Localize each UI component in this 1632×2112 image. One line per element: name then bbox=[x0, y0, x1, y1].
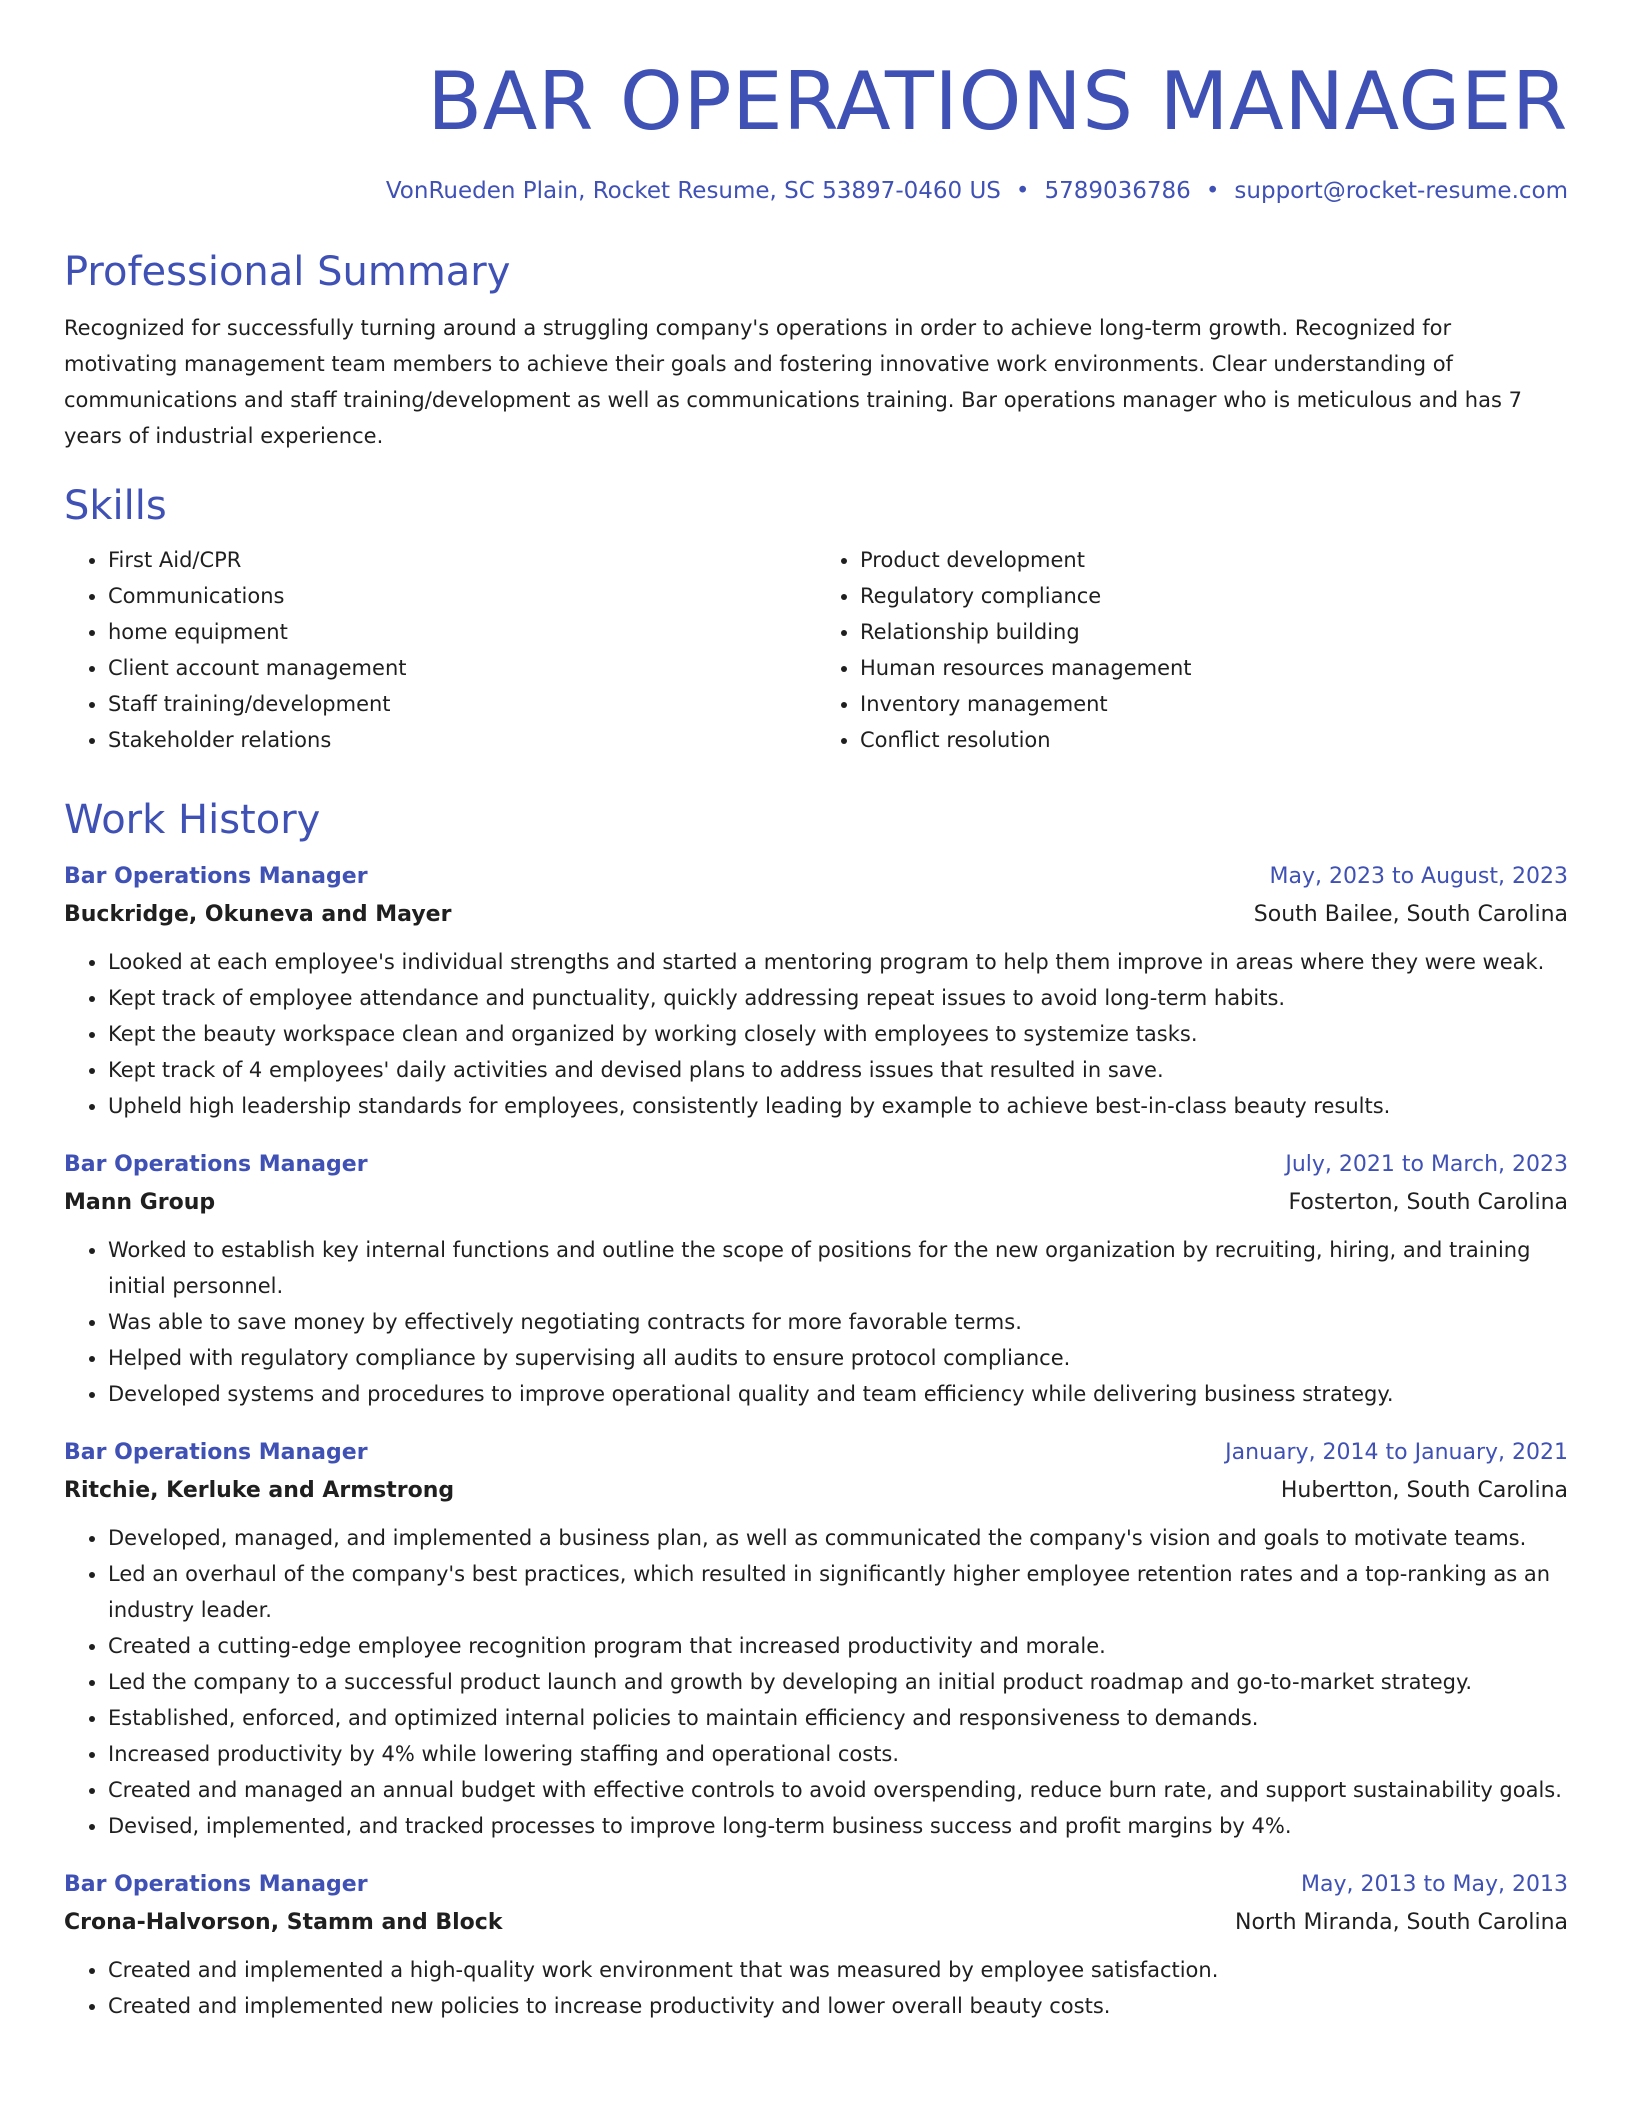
job-bullet: • Kept track of employee attendance and punctuality, quickly addressing repeat issues to avoid long-term habits. bbox=[108, 980, 1568, 1016]
summary-text: Recognized for successfully turning around a struggling company's operations in order to achieve long-term growth. Recognized for motivating management team members to achieve their goals and fostering innovative work environments. Clear understanding of communications and staff training/development as well as communications training. Bar operations manager who is meticulous and has 7 years of industrial experience. bbox=[64, 316, 1522, 448]
skill-item: • Relationship building bbox=[860, 614, 1568, 650]
skill-item: • Staff training/development bbox=[108, 686, 816, 722]
job-location: North Miranda, South Carolina bbox=[1235, 1910, 1568, 1935]
skill-item: • Inventory management bbox=[860, 686, 1568, 722]
job-bullets bbox=[64, 1520, 1568, 1844]
resume-header bbox=[64, 0, 1568, 206]
skill-item: • Conflict resolution bbox=[860, 722, 1568, 758]
job-bullet: • Led an overhaul of the company's best practices, which resulted in significantly higher employee retention rates and a top-ranking as an industry leader. bbox=[108, 1556, 1568, 1628]
skill-item: • Human resources management bbox=[860, 650, 1568, 686]
job-dates: January, 2014 to January, 2021 bbox=[1225, 1440, 1568, 1465]
skill-item: • Communications bbox=[108, 578, 816, 614]
job-company: Buckridge, Okuneva and Mayer bbox=[64, 902, 452, 927]
job-bullet: • Kept the beauty workspace clean and organized by working closely with employees to systemize tasks. bbox=[108, 1016, 1568, 1052]
skills-left-list bbox=[64, 542, 816, 758]
job-bullet: • Increased productivity by 4% while lowering staffing and operational costs. bbox=[108, 1736, 1568, 1772]
job-entry bbox=[64, 1146, 1568, 1412]
job-bullet: • Created a cutting-edge employee recognition program that increased productivity and morale. bbox=[108, 1628, 1568, 1664]
job-dates: May, 2023 to August, 2023 bbox=[1269, 864, 1568, 889]
job-title: Bar Operations Manager bbox=[64, 1152, 368, 1177]
job-bullet: • Looked at each employee's individual strengths and started a mentoring program to help them improve in areas where they were weak. bbox=[108, 944, 1568, 980]
skills-section bbox=[64, 480, 1568, 758]
job-bullet: • Helped with regulatory compliance by supervising all audits to ensure protocol compliance. bbox=[108, 1340, 1568, 1376]
job-location: Fosterton, South Carolina bbox=[1288, 1190, 1568, 1215]
job-company-row bbox=[64, 1184, 1568, 1222]
job-bullet: • Was able to save money by effectively negotiating contracts for more favorable terms. bbox=[108, 1304, 1568, 1340]
contact-separator: • bbox=[1205, 178, 1220, 204]
job-bullets bbox=[64, 1952, 1568, 2024]
contact-address: VonRueden Plain, Rocket Resume, SC 53897-0460 US bbox=[385, 178, 1001, 204]
job-company-row bbox=[64, 1904, 1568, 1942]
job-bullet: • Established, enforced, and optimized internal policies to maintain efficiency and responsiveness to demands. bbox=[108, 1700, 1568, 1736]
job-company: Crona-Halvorson, Stamm and Block bbox=[64, 1910, 503, 1935]
summary-section bbox=[64, 246, 1568, 454]
contact-phone: 5789036786 bbox=[1044, 178, 1191, 204]
job-bullet: • Created and implemented new policies to increase productivity and lower overall beauty costs. bbox=[108, 1988, 1568, 2024]
work-history-section bbox=[64, 794, 1568, 2024]
summary-heading: Professional Summary bbox=[64, 249, 511, 295]
skill-item: • Stakeholder relations bbox=[108, 722, 816, 758]
job-company-row bbox=[64, 896, 1568, 934]
job-bullet: • Developed, managed, and implemented a business plan, as well as communicated the company's vision and goals to motivate teams. bbox=[108, 1520, 1568, 1556]
job-entry bbox=[64, 858, 1568, 1124]
job-bullet: • Led the company to a successful product launch and growth by developing an initial product roadmap and go-to-market strategy. bbox=[108, 1664, 1568, 1700]
job-bullet: • Upheld high leadership standards for employees, consistently leading by example to achieve best-in-class beauty results. bbox=[108, 1088, 1568, 1124]
job-title: Bar Operations Manager bbox=[64, 864, 368, 889]
job-title: Bar Operations Manager bbox=[64, 1872, 368, 1897]
skills-columns bbox=[64, 542, 1568, 758]
skill-item: • First Aid/CPR bbox=[108, 542, 816, 578]
job-dates: May, 2013 to May, 2013 bbox=[1301, 1872, 1568, 1897]
job-bullets bbox=[64, 1232, 1568, 1412]
work-history-heading: Work History bbox=[64, 797, 321, 843]
skill-item: • Client account management bbox=[108, 650, 816, 686]
job-bullet: • Created and implemented a high-quality work environment that was measured by employee satisfaction. bbox=[108, 1952, 1568, 1988]
skills-heading: Skills bbox=[64, 483, 167, 529]
job-company-row bbox=[64, 1472, 1568, 1510]
job-entry bbox=[64, 1866, 1568, 2024]
contact-separator: • bbox=[1015, 178, 1030, 204]
job-dates: July, 2021 to March, 2023 bbox=[1285, 1152, 1568, 1177]
job-title-row bbox=[64, 858, 1568, 896]
skill-item: • home equipment bbox=[108, 614, 816, 650]
skill-item: • Product development bbox=[860, 542, 1568, 578]
job-bullet: • Devised, implemented, and tracked processes to improve long-term business success and profit margins by 4%. bbox=[108, 1808, 1568, 1844]
job-company: Ritchie, Kerluke and Armstrong bbox=[64, 1478, 455, 1503]
skills-right-list bbox=[816, 542, 1568, 758]
resume-name: BAR OPERATIONS MANAGER bbox=[427, 55, 1568, 148]
job-bullet: • Worked to establish key internal functions and outline the scope of positions for the new organization by recruiting, hiring, and training initial personnel. bbox=[108, 1232, 1568, 1304]
job-bullets bbox=[64, 944, 1568, 1124]
job-company: Mann Group bbox=[64, 1190, 216, 1215]
job-title: Bar Operations Manager bbox=[64, 1440, 368, 1465]
contact-line bbox=[64, 176, 1568, 206]
job-bullet: • Created and managed an annual budget with effective controls to avoid overspending, reduce burn rate, and support sustainability goals. bbox=[108, 1772, 1568, 1808]
skill-item: • Regulatory compliance bbox=[860, 578, 1568, 614]
job-title-row bbox=[64, 1434, 1568, 1472]
job-title-row bbox=[64, 1146, 1568, 1184]
job-location: Hubertton, South Carolina bbox=[1280, 1478, 1568, 1503]
job-entry bbox=[64, 1434, 1568, 1844]
job-bullet: • Kept track of 4 employees' daily activities and devised plans to address issues that resulted in save. bbox=[108, 1052, 1568, 1088]
contact-email[interactable]: support@rocket-resume.com bbox=[1234, 178, 1568, 204]
job-bullet: • Developed systems and procedures to improve operational quality and team efficiency while delivering business strategy. bbox=[108, 1376, 1568, 1412]
job-location: South Bailee, South Carolina bbox=[1253, 902, 1568, 927]
job-title-row bbox=[64, 1866, 1568, 1904]
